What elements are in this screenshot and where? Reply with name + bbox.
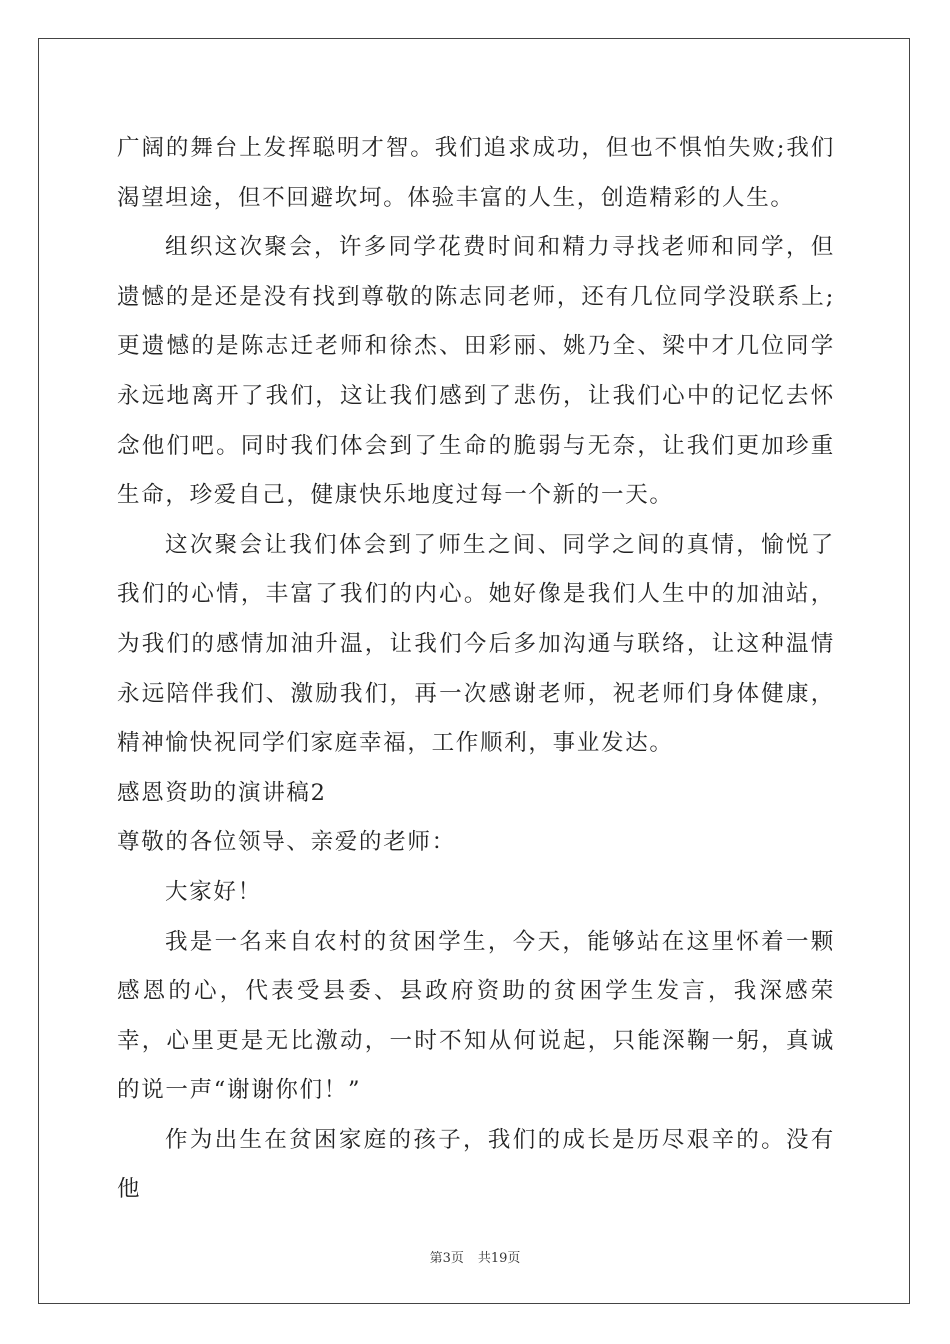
page-number: 第3页 [429,1251,464,1266]
paragraph: 作为出生在贫困家庭的孩子，我们的成长是历尽艰辛的。没有他 [117,1126,835,1203]
page-total: 共19页 [477,1251,521,1266]
paragraph: 广阔的舞台上发挥聪明才智。我们追求成功，但也不惧怕失败;我们渴望坦途，但不回避坎坷。体验丰富的人生，创造精彩的人生。 [117,135,835,211]
paragraph: 这次聚会让我们体会到了师生之间、同学之间的真情，愉悦了我们的心情，丰富了我们的内心。她好像是我们人生中的加油站，为我们的感情加油升温，让我们今后多加沟通与联络，让这种温情永远陪伴我们、激励我们，再一次感谢老师，祝老师们身体健康，精神愉快祝同学们家庭幸福，工作顺利，事业发达。 [117,531,835,757]
paragraph: 我是一名来自农村的贫困学生，今天，能够站在这里怀着一颗感恩的心，代表受县委、县政府资助的贫困学生发言，我深感荣幸，心里更是无比激动，一时不知从何说起，只能深鞠一躬，真诚的说一声“谢谢你们！” [117,928,835,1104]
salutation: 尊敬的各位领导、亲爱的老师： [117,829,456,856]
paragraph: 组织这次聚会，许多同学花费时间和精力寻找老师和同学，但遗憾的是还是没有找到尊敬的陈志同老师，还有几位同学没联系上;更遗憾的是陈志迁老师和徐杰、田彩丽、姚乃全、梁中才几位同学永远地离开了我们，这让我们感到了悲伤，让我们心中的记忆去怀念他们吧。同时我们体会到了生命的脆弱与无奈，让我们更加珍重生命，珍爱自己，健康快乐地度过每一个新的一天。 [117,234,835,509]
section-heading: 感恩资助的演讲稿2 [117,779,327,806]
greeting: 大家好！ [165,878,262,905]
document-body [117,124,835,1215]
page-footer [0,1247,950,1266]
